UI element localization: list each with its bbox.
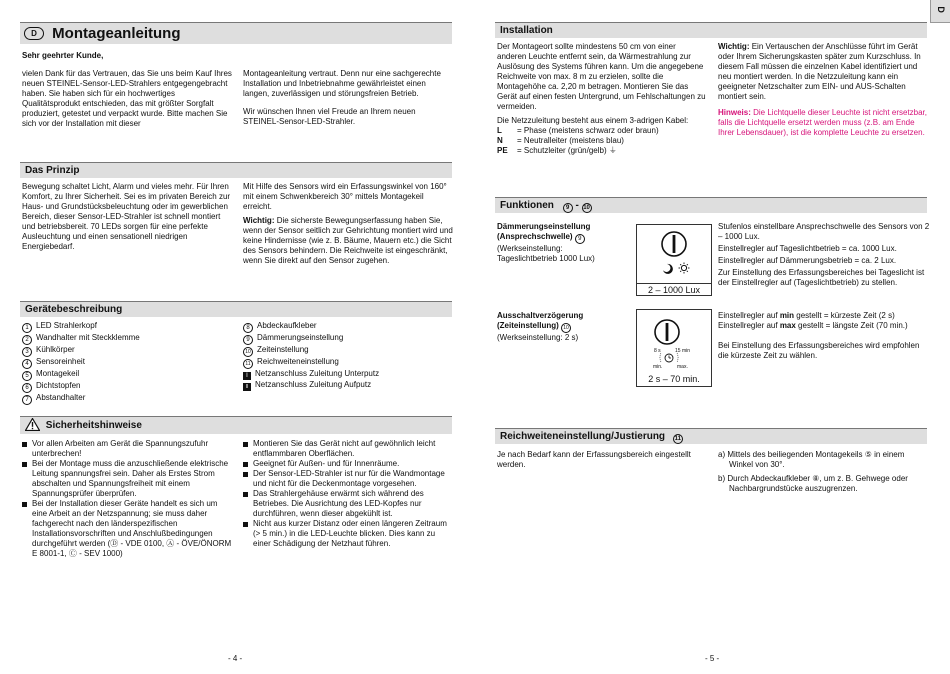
- daemmerung-title2: (Ansprechschwelle): [497, 232, 573, 241]
- ausschalt-title-line2: [497, 321, 627, 333]
- ref-10-inline: 10: [561, 323, 571, 333]
- part-number: 5: [22, 371, 32, 381]
- cable-code: L: [497, 126, 502, 135]
- range-separator: -: [572, 200, 582, 211]
- safety-item: Geeignet für Außen- und für Innenräume.: [243, 459, 455, 469]
- cable-row: [497, 136, 661, 146]
- safety-item: Vor allen Arbeiten am Gerät die Spannungszufuhr unterbrechen!: [22, 439, 234, 459]
- ausschalt-max-word: max: [779, 321, 796, 330]
- part-number: 4: [22, 359, 32, 369]
- part-number: 2: [22, 335, 32, 345]
- daemmerung-dial-icon: [637, 225, 711, 281]
- part-label: LED Strahlerkopf: [36, 321, 97, 330]
- section-geraete-title: Gerätebeschreibung: [25, 304, 123, 315]
- installation-note-label: Hinweis:: [718, 108, 751, 117]
- installation-right: [718, 42, 930, 142]
- part-number: 8: [243, 323, 253, 333]
- daemmerung-title: Dämmerungseinstellung: [497, 222, 591, 231]
- part-item: [22, 321, 232, 333]
- prinzip-right-text-2: [243, 216, 453, 266]
- part-number: 7: [22, 395, 32, 405]
- page-number-right: - 5 -: [705, 654, 720, 663]
- dial-label-max: max.: [677, 364, 688, 370]
- section-reichweite-title: Reichweiteneinstellung/Justierung: [500, 431, 666, 442]
- part-item: [22, 357, 232, 369]
- prinzip-important-label: Wichtig:: [243, 216, 275, 225]
- part-item: [243, 357, 453, 369]
- reichweite-option-a: a) Mittels des beiliegenden Montagekeils ⑤ in einem Winkel von 30°.: [718, 450, 905, 469]
- daemmerung-note: Stufenlos einstellbare Ansprechschwelle des Sensors von 2 – 1000 Lux.: [718, 222, 930, 241]
- intro-right-text-2: Wir wünschen Ihnen viel Freude an Ihrem neuen STEINEL-Sensor-LED-Strahler.: [243, 107, 416, 126]
- dial-label-15min: 15 min: [675, 348, 691, 354]
- ausschalt-recommendation: Bei Einstellung des Erfassungsbereiches wird empfohlen die kürzeste Zeit zu wählen.: [718, 341, 920, 360]
- section-geraete: [20, 301, 452, 317]
- ausschalt-min-suffix: gestellt = kürzeste Zeit (2 s): [794, 311, 895, 320]
- intro-left: [22, 69, 232, 133]
- part-number: 6: [22, 383, 32, 393]
- ref-11: 11: [674, 436, 681, 442]
- safety-item: Das Strahlergehäuse erwärmt sich während des Betriebes. Die Ausrichtung des LED-Kopfes nur durchführen, wenn dieser abgekühlt ist.: [243, 489, 455, 519]
- part-item: [243, 333, 453, 345]
- installation-text-2: Die Netzzuleitung besteht aus einem 3-adrigen Kabel:: [497, 116, 689, 125]
- part-number: 10: [243, 347, 253, 357]
- ausschalt-max-prefix: Einstellregler auf: [718, 321, 780, 330]
- part-item: [243, 345, 453, 357]
- section-sicherheit-title: Sicherheitshinweise: [45, 420, 142, 431]
- section-reichweite: [495, 428, 927, 444]
- part-label: Zeiteinstellung: [257, 345, 309, 354]
- installation-important-label: Wichtig:: [718, 42, 750, 51]
- language-badge: D: [24, 27, 44, 40]
- title-bar: [20, 22, 452, 44]
- safety-item: Bei der Montage muss die anzuschließende elektrische Leitung spannungsfrei sein. Daher als Erstes Strom abschalten und Spannungsfreiheit mit einem Spannungsprüfer überprüfen.: [22, 459, 234, 499]
- daemmerung-label: [497, 222, 627, 264]
- ausschalt-max-note: [718, 321, 930, 331]
- installation-important-text: Ein Vertauschen der Anschlüsse führt im Gerät oder Ihrem Sicherungskasten später zum Kurzschluss. In diesem Fall müssen die einzelnen Kabel identifiziert und neu montiert werden. In die Netzzuleitung kann ein geeigneter Netzschalter zum EIN- und AUS-Schalten montiert sein.: [718, 42, 921, 101]
- part-label: Abstandhalter: [36, 393, 86, 402]
- installation-note: [718, 108, 930, 138]
- intro-right-text-1: Montageanleitung vertraut. Denn nur eine sachgerechte Installation und Inbetriebnahme gewährleistet einen langen, zuverlässigen und störungsfreien Betrieb.: [243, 69, 441, 98]
- ausschalt-range-label: 2 s – 70 min.: [648, 374, 700, 384]
- dial-label-min: min.: [653, 364, 663, 370]
- ausschalt-min-note: [718, 311, 930, 321]
- ausschalt-title2: (Zeiteinstellung): [497, 321, 559, 330]
- ausschalt-max-suffix: gestellt = längste Zeit (70 min.): [795, 321, 908, 330]
- cable-table: [497, 126, 661, 156]
- warning-icon: [25, 418, 40, 438]
- safety-item: Nicht aus kurzer Distanz oder einen längeren Zeitraum (> 5 min.) in die LED-Leuchte blicken. Dies kann zu einer Schädigung der Netzhaut führen.: [243, 519, 455, 549]
- ref-10: 10: [583, 205, 590, 211]
- cable-desc: = Neutralleiter (meistens blau): [517, 136, 624, 145]
- intro-right: [243, 69, 453, 131]
- ausschalt-notes: [718, 311, 930, 365]
- page-number-left: - 4 -: [228, 654, 243, 663]
- part-label: Dämmerungseinstellung: [257, 333, 344, 342]
- part-item: [22, 369, 232, 381]
- cable-code: PE: [497, 146, 508, 155]
- section-installation-title: Installation: [500, 25, 553, 36]
- daemmerung-factory: (Werkseinstellung:: [497, 244, 563, 253]
- part-item: [22, 381, 232, 393]
- reichweite-right: [718, 450, 930, 498]
- part-number: 1: [22, 323, 32, 333]
- prinzip-important-text: Die sicherste Bewegungserfassung haben Sie, wenn der Sensor seitlich zur Gehrichtung montiert wird und keine Hindernisse (wie z. B. Bäume, Mauern etc.) die Sicht des Sensors behindern. Die Reichweite ist eingeschränkt, wenn Sie direkt auf den Sensor zugehen.: [243, 216, 453, 265]
- daemmerung-factory2: Tageslichtbetrieb 1000 Lux): [497, 254, 595, 263]
- part-label: Kühlkörper: [36, 345, 75, 354]
- prinzip-right-text-1: Mit Hilfe des Sensors wird ein Erfassungswinkel von 160° mit einem Schwenkbereich 30° mittels Montagekeil erreicht.: [243, 182, 447, 211]
- installation-text-1: Der Montageort sollte mindestens 50 cm von einer anderen Leuchte entfernt sein, da Wärmestrahlung zur Auslösung des Systems führen kann. Um die angegebene Reichweite von max. 8 m zu erzielen, sollte die Montagehöhe ca. 2,20 m betragen. Montieren Sie das Gerät auf einen festen Untergrund, um Fehlschaltungen zu vermeiden.: [497, 42, 706, 111]
- part-item: [243, 369, 453, 380]
- prinzip-right: [243, 182, 453, 270]
- intro-left-text: vielen Dank für das Vertrauen, das Sie uns beim Kauf Ihres neuen STEINEL-Sensor-LED-Strahlers entgegengebracht haben. Sie haben sich für ein hochwertiges Qualitätsprodukt entschieden, das mit größter Sorgfalt produziert, getestet und verpackt wurde. Bitte machen Sie sich vor der Installation mit dieser: [22, 69, 232, 128]
- ref-9-inline: 9: [575, 234, 585, 244]
- part-number: 3: [22, 347, 32, 357]
- part-item: [243, 380, 453, 391]
- ausschalt-min-word: min: [779, 311, 795, 320]
- daemmerung-range-label: 2 – 1000 Lux: [637, 283, 711, 296]
- daemmerung-note: Zur Einstellung des Erfassungsbereiches bei Tageslicht ist der Einstellregler auf (Tageslichtbetrieb) zu stellen.: [718, 268, 925, 287]
- greeting: Sehr geehrter Kunde,: [22, 51, 104, 60]
- ausschalt-dial-icon: [637, 310, 711, 372]
- installation-left: [497, 42, 707, 156]
- section-sicherheit: [20, 416, 452, 434]
- safety-list-left: [22, 439, 234, 559]
- section-prinzip: [20, 162, 452, 178]
- part-item: [22, 333, 232, 345]
- ref-9: 9: [563, 203, 573, 213]
- section-funktionen: [495, 197, 927, 213]
- safety-item: Montieren Sie das Gerät nicht auf gewöhnlich leicht entflammbaren Oberflächen.: [243, 439, 455, 459]
- cable-row: [497, 126, 661, 136]
- reichweite-left: Je nach Bedarf kann der Erfassungsbereich eingestellt werden.: [497, 450, 691, 469]
- section-installation: [495, 22, 927, 38]
- parts-list-left: [22, 321, 232, 405]
- daemmerung-title-line2: [497, 232, 627, 244]
- language-tab-letter: D: [935, 6, 946, 13]
- cable-row: [497, 146, 661, 156]
- section-funktionen-title: Funktionen: [500, 200, 554, 211]
- ausschalt-title: Ausschaltverzögerung: [497, 311, 584, 320]
- ausschalt-dial-box: [636, 309, 712, 387]
- ausschalt-min-prefix: Einstellregler auf: [718, 311, 780, 320]
- cable-desc: = Schutzleiter (grün/gelb) ⏚: [517, 146, 617, 155]
- safety-list-right: [243, 439, 455, 549]
- part-label: Sensoreinheit: [36, 357, 85, 366]
- daemmerung-note: Einstellregler auf Dämmerungsbetrieb = ca. 2 Lux.: [718, 256, 897, 265]
- part-label: Montagekeil: [36, 369, 80, 378]
- daemmerung-dial-box: [636, 224, 712, 296]
- prinzip-left: [22, 182, 232, 256]
- prinzip-left-text: Bewegung schaltet Licht, Alarm und vieles mehr. Für Ihren Komfort, zu Ihrer Sicherheit. Sei es im privaten Bereich zur Haus- und Grundstücksbeleuchtung oder im gewerblichen Bereich, dieser Sensor-LED-Strahler ist schnell montiert und betriebsbereit. 70 LEDs sorgen für eine perfekte Ausleuchtung und einen sensationell niedrigen Energiebedarf.: [22, 182, 231, 251]
- cable-code: N: [497, 136, 503, 145]
- ausschalt-factory: (Werkseinstellung: 2 s): [497, 333, 579, 342]
- dial-label-8s: 8 s: [654, 348, 661, 354]
- part-number: 9: [243, 335, 253, 345]
- part-item: [22, 393, 232, 405]
- part-number: 11: [243, 359, 253, 369]
- part-label: Netzanschluss Zuleitung Unterputz: [255, 369, 380, 378]
- part-item: [22, 345, 232, 357]
- part-label: Netzanschluss Zuleitung Aufputz: [255, 380, 372, 389]
- safety-item: Bei der Installation dieser Geräte handelt es sich um eine Arbeit an der Netzspannung; sie muss daher fachgerecht nach den länderspezifischen Installationsvorschriften und Anschlußbedingungen durchgeführt werden (Ⓓ - VDE 0100, Ⓐ - ÖVE/ÖNORM E 8001-1, Ⓒ - SEV 1000): [22, 499, 234, 559]
- daemmerung-notes: [718, 222, 930, 290]
- language-tab: [930, 0, 950, 23]
- installation-note-text: Die Lichtquelle dieser Leuchte ist nicht ersetzbar, falls die Lichtquelle ersetzt werden muss (z.B. am Ende Ihrer Lebensdauer), ist die komplette Leuchte zu ersetzen.: [718, 108, 928, 137]
- cable-desc: = Phase (meistens schwarz oder braun): [517, 126, 659, 135]
- daemmerung-note: Einstellregler auf Tageslichtbetrieb = ca. 1000 Lux.: [718, 244, 897, 253]
- ausschalt-label: [497, 311, 627, 343]
- part-label: Reichweiteneinstellung: [257, 357, 339, 366]
- installation-important: [718, 42, 930, 102]
- part-label: Dichtstopfen: [36, 381, 81, 390]
- part-number: II: [243, 383, 251, 391]
- safety-item: Der Sensor-LED-Strahler ist nur für die Wandmontage und nicht für die Deckenmontage vorgesehen.: [243, 469, 455, 489]
- part-number: I: [243, 372, 251, 380]
- part-item: [243, 321, 453, 333]
- page-title: Montageanleitung: [52, 25, 181, 42]
- section-prinzip-title: Das Prinzip: [25, 165, 80, 176]
- part-label: Wandhalter mit Steckklemme: [36, 333, 140, 342]
- parts-list-right: [243, 321, 453, 391]
- reichweite-option-b: b) Durch Abdeckaufkleber ⑧, um z. B. Gehwege oder Nachbargrundstücke auszugrenzen.: [718, 474, 908, 493]
- part-label: Abdeckaufkleber: [257, 321, 317, 330]
